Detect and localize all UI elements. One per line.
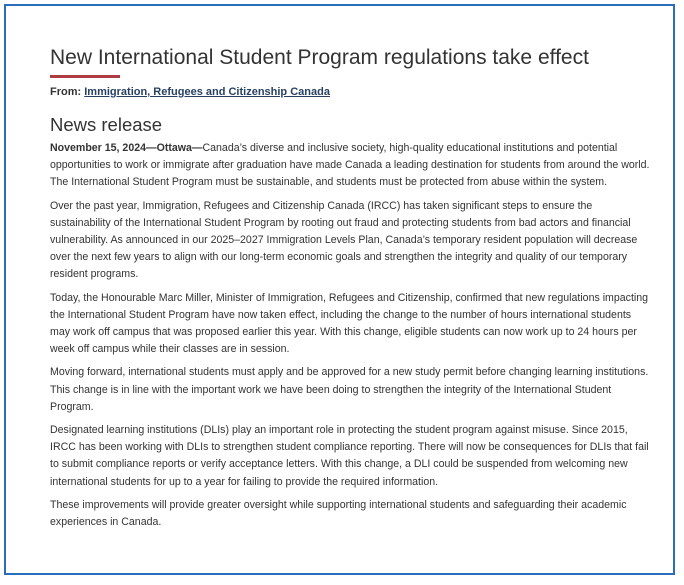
section-heading: News release <box>50 114 163 135</box>
paragraph-4: Moving forward, international students must apply and be approved for a new study permit before changing learning institutions. This change is in line with the important work we have been doing to strengthen the integrity of the International Student Program. <box>50 366 649 413</box>
paragraph-3: Today, the Honourable Marc Miller, Minister of Immigration, Refugees and Citizenship, confirmed that new regulations impacting the International Student Program have now taken effect, including the change to the number of hours international students may work off campus that was proposed earlier this year. With this change, eligible students can now work up to 24 hours per week off campus while their classes are in session. <box>50 291 649 356</box>
paragraph-5: Designated learning institutions (DLIs) play an important role in protecting the student program against misuse. Since 2015, IRCC has been working with DLIs to strengthen student compliance reporting. There will now be consequences for DLIs that fail to submit compliance reports or verify acceptance letters. With this change, a DLI could be suspended from welcoming new international students for up to a year for failing to provide the required information. <box>50 424 649 488</box>
paragraph-1-text: Canada’s diverse and inclusive society, high-quality educational institutions and potential opportunities to work or immigrate after graduation have made Canada a leading destination for students from around the world. The International Student Program must be sustainable, and students must be protected from abuse within the system. <box>50 142 650 189</box>
from-line <box>50 85 650 100</box>
paragraph-2: Over the past year, Immigration, Refugees and Citizenship Canada (IRCC) has taken significant steps to ensure the sustainability of the International Student Program by rooting out fraud and protecting students from bad actors and financial vulnerability. As announced in our 2025–2027 Immigration Levels Plan, Canada’s temporary resident population will decrease over the next few years to align with our long-term economic goals and strengthen the integrity and quality of our temporary resident programs. <box>50 199 638 281</box>
department-link[interactable]: Immigration, Refugees and Citizenship Canada <box>84 86 330 98</box>
from-label: From: <box>50 86 85 98</box>
title-underline <box>50 75 120 78</box>
article <box>50 44 650 531</box>
paragraph-1 <box>50 140 650 192</box>
page-title: New International Student Program regulations take effect <box>50 46 589 69</box>
screenshot-frame <box>4 4 675 575</box>
dateline: November 15, 2024—Ottawa— <box>50 142 203 154</box>
paragraph-6: These improvements will provide greater oversight while supporting international students and safeguarding their academic experiences in Canada. <box>50 498 627 529</box>
